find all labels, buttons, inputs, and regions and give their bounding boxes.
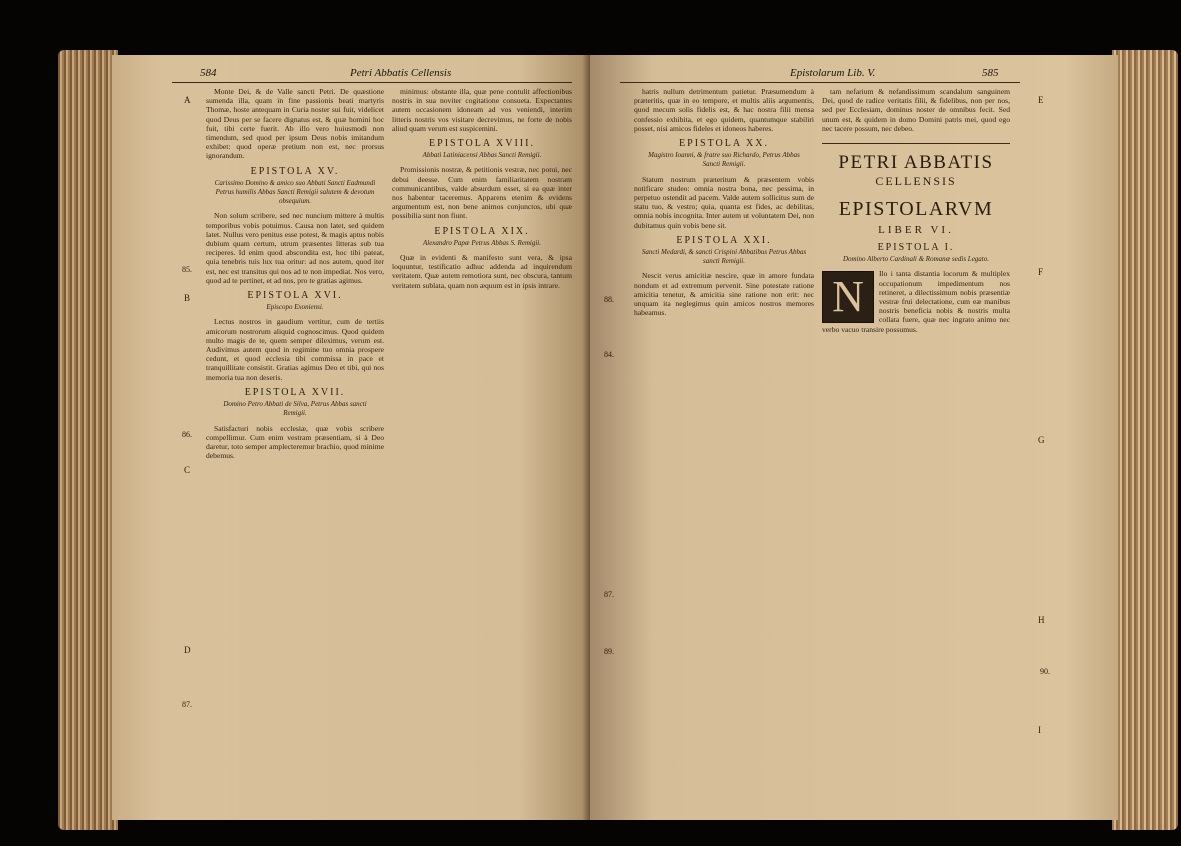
paragraph: tam nefarium & nefandissimum scandalum sanguinem Dei, quod de radice veritatis filii, & fidelibus, non per nos, sed per Ecclesiam, dominus noster de omnibus fecit. Sed unum est, & quidem in domo Domini patris mei, quod ego nec tacere possum, nec debeo. xyxy=(822,87,1010,133)
epistle-subtitle: Episcopo Exoniensi. xyxy=(266,303,324,312)
paragraph: Quæ in evidenti & manifesto sunt vera, & ipsa loquuntur, testificatio adhuc addenda ad inquirendum veritatem. Quæ autem remotiora sunt, nec obscura, tantum veritatem sublata, quam non æquum est in ipsis intrare. xyxy=(392,253,572,290)
left-header-rule xyxy=(172,82,572,83)
book-title-book: LIBER VI. xyxy=(878,224,954,237)
epistle-subtitle: Domino Petro Abbati de Silva, Petrus Abbas sancti Remigii. xyxy=(223,400,367,418)
left-margin-letter: C xyxy=(184,465,191,475)
paragraph: minimus: obstante illa, quæ pene contulit affectionibus nostris in sua noviter cogitatione consueta. Expectantes autem occasionem idoneam ad vos veniendi, interim litteris nostris vos visitare decrevimus, ne forte de nobis aliud quam verum est suspicemini. xyxy=(392,87,572,133)
left-margin-number: 87. xyxy=(182,700,192,709)
left-margin-number: 85. xyxy=(182,265,192,274)
epistle-subtitle: Domino Alberto Cardinali & Romanæ sedis Legato. xyxy=(842,255,990,264)
right-margin-number: 88. xyxy=(604,295,614,304)
right-running-head: Epistolarum Lib. V. xyxy=(790,67,876,79)
right-margin-letter: F xyxy=(1038,267,1044,277)
right-margin-number: 89. xyxy=(604,647,614,656)
paragraph: Statum nostrum præteritum & præsentem vobis notificare studeo: omnia nostra bona, nec pessima, in perpetuo ostendit ad pacem. Valde autem sollicitus sum de statu tuo, & vestro; quia, quanta est fides, ac debilitas, omnia nobis incognita. Inter autem ut voluntatem Dei, non dubitamus quin vobis bene sit. xyxy=(634,174,814,230)
left-margin-number: 86. xyxy=(182,430,192,439)
right-margin-number: 87. xyxy=(604,590,614,599)
right-margin-number: 84. xyxy=(604,350,614,359)
epistle-subtitle: Carissimo Domino & amico suo Abbati Sancti Eadmundi Petrus humilis Abbas Sancti Remigii salutem & devotum obsequium. xyxy=(214,178,376,206)
epistle-heading: EPISTOLA XVIII. xyxy=(429,138,535,150)
left-margin-letter: A xyxy=(184,95,191,105)
right-column-2 xyxy=(822,87,1010,807)
left-page-edges xyxy=(58,50,118,830)
dropcap-initial: N xyxy=(822,271,874,323)
epistle-heading: EPISTOLA XVI. xyxy=(247,290,343,302)
paragraph: Nescit verus amicitiæ nescire, quæ in amore fundata nondum et ad extremum pervenit. Sine potestate ratione amicitia tenetur, & amicitia sine ratione non erit: nec unquam ita neglegimus quin amicos nostros memores habeamus. xyxy=(634,271,814,318)
right-page xyxy=(590,55,1118,820)
left-column-2 xyxy=(392,87,572,807)
epistle-heading: EPISTOLA XV. xyxy=(250,165,340,177)
title-rule xyxy=(822,139,1010,144)
epistle-text: Ilo i tanta distantia locorum & multiplex occupationum impedimentum nos retineret, a dilectissimum nobis præsentiæ vestræ frui delectatione, cum eæ manibus nostris beneficia nobis & nostris multa collata fuere, quæ nec ingrato animo nec verbo vacuo transire possumus. xyxy=(822,269,1010,334)
right-margin-letter: G xyxy=(1038,435,1045,445)
left-page-number: 584 xyxy=(200,67,217,79)
book-title-author: PETRI ABBATIS xyxy=(838,152,994,174)
paragraph xyxy=(822,269,1010,333)
paragraph: Promissionis nostræ, & petitionis vestræ, nec potui, nec debui deesse. Cum enim familiaritatem nostram communicantibus, valde absurdum esset, si ea quæ inter nos habentur taceremus. Apparens etenim & evidens argumentum est, non bene animos conjunctos, ubi quæ possibilia sunt non fiunt. xyxy=(392,165,572,221)
epistle-subtitle: Sancti Medardi, & sancti Crispini Abbatibus Petrus Abbas sancti Remigii. xyxy=(641,248,807,266)
left-margin-letter: B xyxy=(184,293,191,303)
epistle-subtitle: Alexandro Papæ Petrus Abbas S. Remigii. xyxy=(422,238,541,247)
left-page xyxy=(112,55,590,820)
paragraph: hatris nullum detrimentum patietur. Præsumendum à præteritis, quæ in eo tempore, et multis aliis argumentis, quod mecum solis fidelis est, & hac nostra filii mensa confessio exhibita, et ego quidem, quantumque stabiliri posset, nisi amicos fideles et idoneos haberes. xyxy=(634,87,814,133)
epistle-heading: EPISTOLA XIX. xyxy=(434,225,530,237)
book-title-author-sub: CELLENSIS xyxy=(875,174,957,189)
epistle-subtitle: Abbati Latiniacensi Abbas Sancti Remigii. xyxy=(422,151,542,160)
epistle-subtitle: Magistro Ioanni, & fratre suo Richardo, Petrus Abbas Sancti Remigii. xyxy=(648,151,800,169)
paragraph: Monte Dei, & de Valle sancti Petri. De quæstione sumenda illa, quam in fine passionis beati martyris Thomæ, hoste antequam in Curia noster sui fuit, videlicet quod Deus per se facere dignatus est, & quæ homini hoc fuit, tibi certe fuerit. Ab illo vero huiusmodi non timendum, sed quod per ipsum Deus nobis imitandum exhibet: quod operæ pretium non est, nec prorsus ignorandum. xyxy=(206,87,384,161)
epistle-heading: EPISTOLA XVII. xyxy=(244,386,346,398)
paragraph: Non solum scribere, sed nec nuncium mittere à multis temporibus vobis potuimus. Causa non latet, sed quidem latet. Nullus vero penitus esse potest, & magis aptus nobis dubium quam certum, utrum præsentes litteras sub tua reciperes. Id enim quod abscondita est, hoc tibi pateat, quia tenebris tuis lux tua oritur: ad nos autem, quod iter est, nec est transitus qui nos ad te non impediat. Nos vero, quod ad te pertinet, et ad nos, pro te gratias agimus. xyxy=(206,211,384,285)
right-margin-letter: H xyxy=(1038,615,1045,625)
right-column-1 xyxy=(634,87,814,807)
epistle-heading: EPISTOLA I. xyxy=(877,242,955,254)
right-margin-number: 90. xyxy=(1040,667,1050,676)
right-page-number: 585 xyxy=(982,67,999,79)
paragraph: Lectus nostros in gaudium vertitur, cum de tertiis amicorum nostrorum aliquid cognoscimus. Quod quidem multo magis de te, quem semper dileximus, verum est. Audivimus autem quod in regimine tuo omnia prospere cedunt, et quod ecclesia tibi commissa in pace et tranquillitate consistit. Gratias agimus Deo et tibi, qui nos memoria tua non deseris. xyxy=(206,317,384,382)
epistle-heading: EPISTOLA XX. xyxy=(679,138,769,150)
right-header-rule xyxy=(620,82,1020,83)
left-column-1 xyxy=(206,87,384,807)
paragraph: Satisfacturi nobis ecclesiæ, quæ vobis scribere compellimur. Cum enim vestram præsentiam, si à Deo daretur, toto semper amplecteremur brachio, quod minime debemus. xyxy=(206,423,384,461)
epistle-heading: EPISTOLA XXI. xyxy=(676,234,772,246)
right-margin-letter: E xyxy=(1038,95,1044,105)
right-margin-letter: I xyxy=(1038,725,1041,735)
right-page-edges xyxy=(1112,50,1178,830)
book-title-work: EPISTOLARVM xyxy=(838,198,994,221)
left-running-head: Petri Abbatis Cellensis xyxy=(350,67,452,79)
left-margin-letter: D xyxy=(184,645,191,655)
